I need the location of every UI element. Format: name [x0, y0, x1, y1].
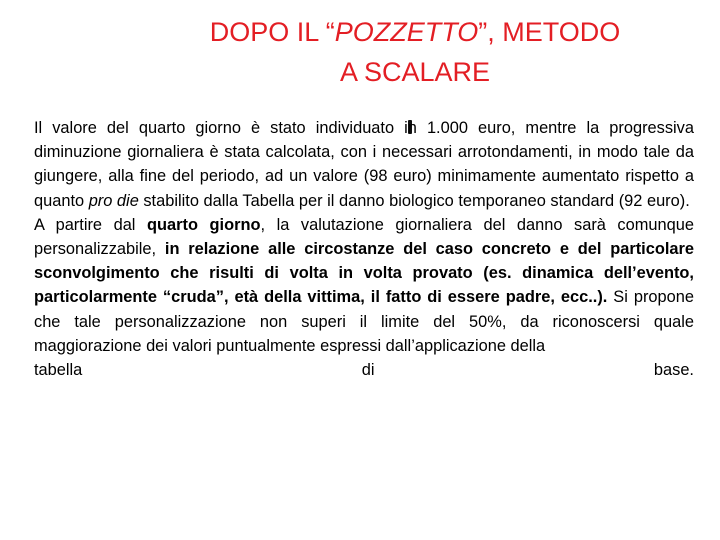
paragraph-2 [34, 213, 694, 358]
paragraph-1-text-end: stabilito dalla Tabella per il danno biologico temporaneo standard (92 euro). [138, 191, 690, 210]
last-word-1: tabella [34, 361, 83, 380]
paragraph-2-t1: A partire dal [34, 215, 147, 234]
paragraph-2-t3: Si propone che tale personalizzazione non superi il limite del 50%, da riconoscersi quale maggiorazione dei valori puntualmente espressi dall’applicazione della [34, 288, 694, 355]
paragraph-1-italic: pro die [88, 191, 139, 210]
title-part-b: ”, METODO [478, 17, 621, 47]
paragraph-2-b1: quarto giorno [147, 215, 261, 234]
title-part-italic: POZZETTO [334, 17, 479, 47]
slide-title [150, 12, 680, 92]
paragraph-1-text: Il valore del quarto giorno è stato individuato in 1.000 euro, mentre la progressiva diminuzione giornaliera è stata calcolata, con i necessari arrotondamenti, in modo tale da giungere, alla fine del periodo, ad un valore (98 euro) minimamente aumentato rispetto a quanto [34, 119, 694, 210]
title-part-a: DOPO IL “ [209, 17, 335, 47]
body-text [34, 116, 694, 382]
paragraph-1 [34, 116, 694, 213]
paragraph-2-last-line [34, 358, 694, 382]
title-line-2: A SCALARE [339, 57, 491, 87]
last-word-3: base. [653, 361, 694, 380]
last-word-2: di [361, 361, 375, 380]
paragraph-2-b2: in relazione alle circostanze del caso concreto e del particolare sconvolgimento che risulti di volta in volta provato (es. dinamica dell’evento, particolarmente “cruda”, età della vittima, il fatto di essere padre, ecc..). [34, 240, 694, 307]
paragraph-2-t2: , la valutazione giornaliera del danno sarà comunque personalizzabile, [34, 215, 694, 259]
title-line-1 [150, 12, 680, 52]
